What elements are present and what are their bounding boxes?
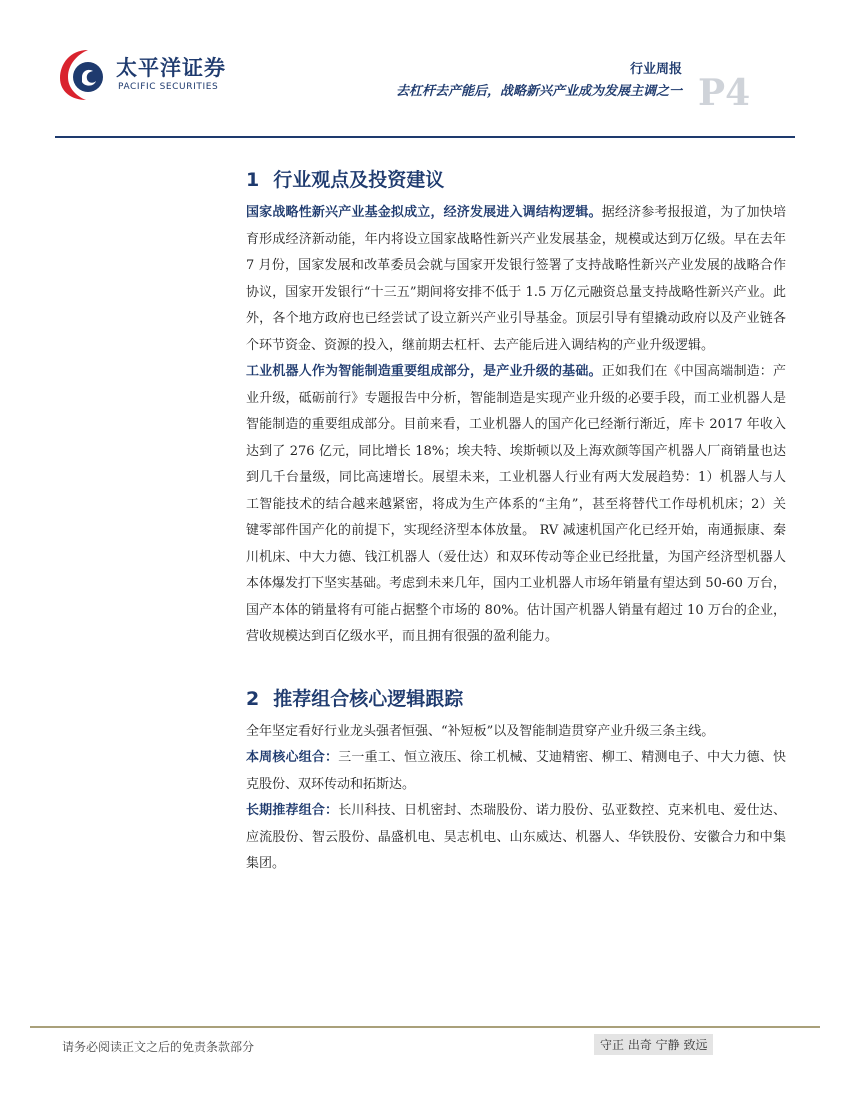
header-divider bbox=[55, 136, 795, 138]
core-portfolio-label: 本周核心组合： bbox=[246, 750, 339, 765]
paragraph-strategic-fund bbox=[246, 200, 786, 359]
paragraph-lead: 国家战略性新兴产业基金拟成立，经济发展进入调结构逻辑。 bbox=[246, 205, 602, 220]
section-1-number: 1 bbox=[246, 169, 260, 191]
logo-english-name: PACIFIC SECURITIES bbox=[118, 82, 219, 92]
section-1-title: 行业观点及投资建议 bbox=[273, 169, 445, 191]
section-2-title: 推荐组合核心逻辑跟踪 bbox=[273, 687, 464, 710]
paragraph-lead: 工业机器人作为智能制造重要组成部分，是产业升级的基础。 bbox=[246, 364, 602, 379]
paragraph-industrial-robots bbox=[246, 359, 786, 651]
section-2-heading bbox=[246, 679, 786, 719]
core-portfolio-list: 三一重工、恒立液压、徐工机械、艾迪精密、柳工、精测电子、中大力德、快克股份、双环传动和拓斯达。 bbox=[246, 750, 786, 792]
section-1-heading bbox=[246, 160, 786, 200]
company-logo bbox=[58, 46, 238, 106]
footer-disclaimer: 请务必阅读正文之后的免责条款部分 bbox=[62, 1040, 255, 1054]
paragraph-body: 据经济参考报报道，为了加快培育形成经济新动能，年内将设立国家战略性新兴产业发展基金，规模或达到万亿级。早在去年 7 月份，国家发展和改革委员会就与国家开发银行签署了支持战略性新兴产业发展的战略合作协议，国家开发银行“十三五”期间将安排不低于 1.5 万亿元融资总量支持战略性新兴产业。此外，各个地方政府也已经尝试了设立新兴产业引导基金。顶层引导有望撬动政府以及产业链各个环节资金、资源的投入，继前期去杠杆、去产能后进入调结构的产业升级逻辑。 bbox=[246, 205, 786, 353]
footer-divider bbox=[30, 1026, 820, 1028]
page-number: P4 bbox=[698, 72, 751, 114]
long-term-portfolio bbox=[246, 798, 786, 878]
pacific-securities-logo-icon bbox=[58, 46, 110, 102]
report-type: 行业周报 bbox=[629, 62, 682, 77]
section-2-number: 2 bbox=[246, 687, 260, 710]
core-portfolio bbox=[246, 745, 786, 798]
report-title: 去杠杆去产能后，战略新兴产业成为发展主调之一 bbox=[395, 84, 682, 99]
paragraph-body: 正如我们在《中国高端制造：产业升级，砥砺前行》专题报告中分析，智能制造是实现产业升级的必要手段，而工业机器人是智能制造的重要组成部分。目前来看，工业机器人的国产化已经渐行渐近，库卡 2017 年收入达到了 276 亿元，同比增长 18%；埃夫特、埃斯顿以及上海欢颜等国产机器人厂商销量也达到几千台量级，同比高速增长。展望未来，工业机器人行业有两大发展趋势：1）机器人与人工智能技术的结合越来越紧密，将成为生产体系的“主角”，甚至将替代工作母机机床；2）关键零部件国产化的前提下，实现经济型本体放量。 RV 减速机国产化已经开始，南通振康、秦川机床、中大力德、钱江机器人（爱仕达）和双环传动等企业已经批量，为国产经济型机器人本体爆发打下坚实基础。考虑到未来几年，国内工业机器人市场年销量有望达到 50-60 万台，国产本体的销量将有可能占据整个市场的 80%。估计国产机器人销量有超过 10 万台的企业，营收规模达到百亿级水平，而且拥有很强的盈利能力。 bbox=[246, 364, 786, 644]
logo-chinese-name: 太平洋证券 bbox=[116, 56, 226, 80]
long-term-portfolio-list: 长川科技、日机密封、杰瑞股份、诺力股份、弘亚数控、克来机电、爱仕达、应流股份、智云股份、晶盛机电、昊志机电、山东威达、机器人、华铁股份、安徽合力和中集集团。 bbox=[246, 803, 786, 871]
main-content bbox=[246, 160, 786, 878]
long-term-portfolio-label: 长期推荐组合： bbox=[246, 803, 339, 818]
portfolio-intro: 全年坚定看好行业龙头强者恒强、“补短板”以及智能制造贯穿产业升级三条主线。 bbox=[246, 723, 715, 739]
footer-motto: 守正 出奇 宁静 致远 bbox=[594, 1034, 713, 1055]
